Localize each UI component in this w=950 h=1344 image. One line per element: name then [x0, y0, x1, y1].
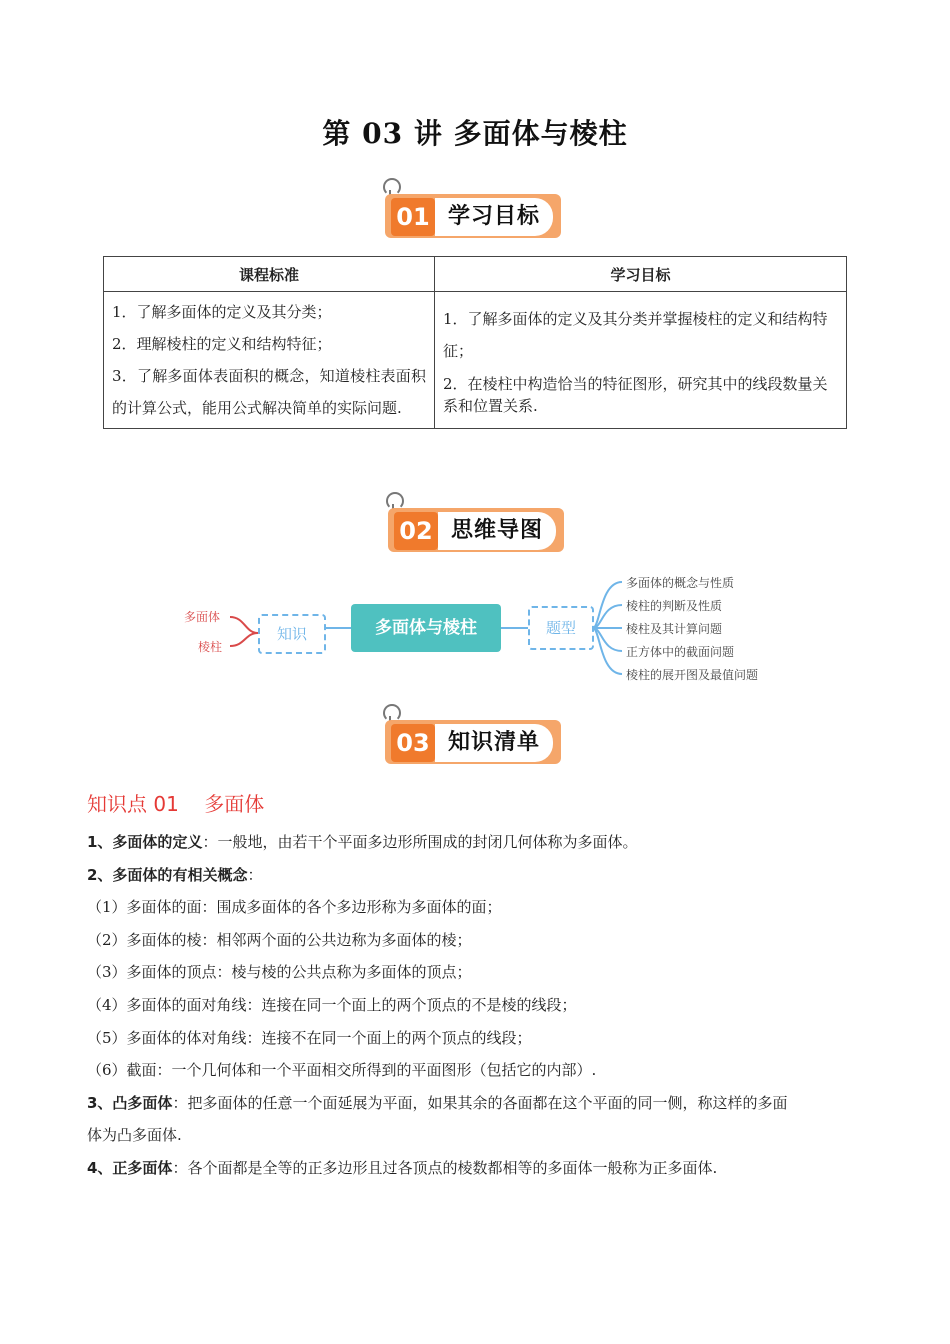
mindmap-right-item: 棱柱的判断及性质: [626, 599, 723, 613]
knowledge-line: （3）多面体的顶点：棱与棱的公共点称为多面体的顶点；: [87, 963, 472, 981]
knowledge-point-heading: 知识点 01 多面体: [87, 792, 265, 816]
mindmap-question-type-box: 题型: [528, 606, 594, 650]
goal-item: 2．在棱柱中构造恰当的特征图形，研究其中的线段数量关系和位置关系.: [443, 375, 828, 415]
mindmap-center-node: 多面体与棱柱: [351, 604, 501, 652]
mindmap-left-item: 棱柱: [198, 640, 223, 654]
badge-number: 01: [391, 198, 435, 236]
standards-cell: [104, 292, 435, 429]
knowledge-line: （2）多面体的棱：相邻两个面的公共边称为多面体的棱；: [87, 931, 472, 949]
badge-label: 知识清单: [435, 724, 553, 762]
badge-label: 学习目标: [435, 198, 553, 236]
table-header-standard: 课程标准: [104, 257, 435, 292]
knowledge-line: （6）截面：一个几何体和一个平面相交所得到的平面图形（包括它的内部）.: [87, 1061, 597, 1079]
knowledge-line: 3、凸多面体：把多面体的任意一个面延展为平面，如果其余的各面都在这个平面的同一侧，称这样的多面: [87, 1094, 788, 1112]
knowledge-line: 2、多面体的有相关概念：: [87, 866, 263, 884]
mindmap-right-item: 棱柱及其计算问题: [626, 622, 723, 636]
mindmap-left-item: 多面体: [184, 610, 221, 624]
section-badge-goals: [383, 178, 573, 242]
mindmap-knowledge-box: 知识: [258, 614, 326, 654]
knowledge-line: 1、多面体的定义：一般地，由若干个平面多边形所围成的封闭几何体称为多面体。: [87, 833, 638, 851]
goal-item: 1．了解多面体的定义及其分类并掌握棱柱的定义和结构特征；: [443, 310, 828, 360]
mindmap-right-item: 多面体的概念与性质: [626, 576, 735, 590]
goals-table: [103, 256, 847, 429]
standard-item: 1．了解多面体的定义及其分类；: [112, 303, 332, 321]
standard-item: 2．理解棱柱的定义和结构特征；: [112, 335, 332, 353]
knowledge-line: （4）多面体的面对角线：连接在同一个面上的两个顶点的不是棱的线段；: [87, 996, 577, 1014]
goals-cell: [435, 292, 847, 429]
badge-number: 02: [394, 512, 438, 550]
standard-item: 3．了解多面体表面积的概念，知道棱柱表面积的计算公式，能用公式解决简单的实际问题.: [112, 367, 426, 417]
badge-label: 思维导图: [438, 512, 556, 550]
knowledge-line: 4、正多面体：各个面都是全等的正多边形且过各顶点的棱数都相等的多面体一般称为正多面体.: [87, 1159, 718, 1177]
section-badge-mindmap: [386, 492, 576, 556]
knowledge-line: （5）多面体的体对角线：连接不在同一个面上的两个顶点的线段；: [87, 1029, 532, 1047]
knowledge-line: 体为凸多面体.: [87, 1126, 182, 1144]
mindmap-right-item: 棱柱的展开图及最值问题: [626, 668, 759, 682]
badge-number: 03: [391, 724, 435, 762]
table-header-goal: 学习目标: [435, 257, 847, 292]
mindmap-right-item: 正方体中的截面问题: [626, 645, 735, 659]
knowledge-line: （1）多面体的面：围成多面体的各个多边形称为多面体的面；: [87, 898, 502, 916]
section-badge-knowledge: [383, 704, 573, 768]
page-title: 第 03 讲 多面体与棱柱: [322, 117, 628, 150]
